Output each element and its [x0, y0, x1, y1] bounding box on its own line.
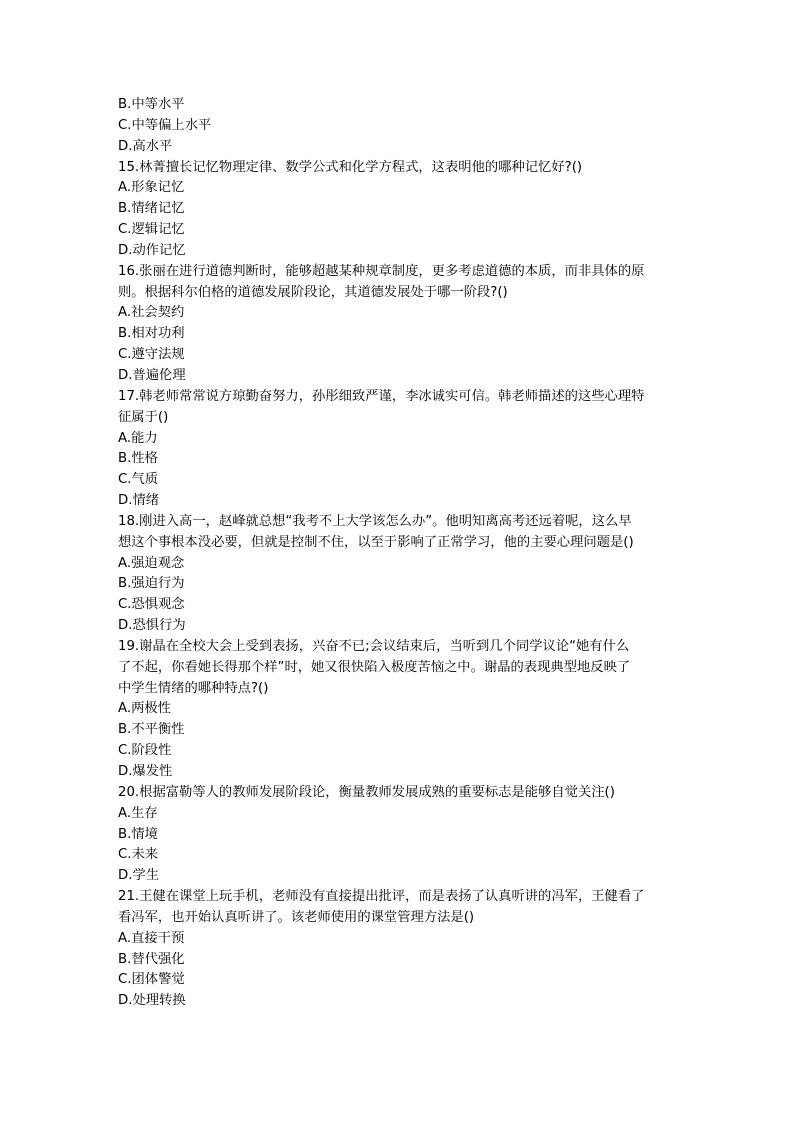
option-d: D.动作记忆 — [118, 242, 186, 258]
option-d: D.高水平 — [118, 138, 173, 154]
question-stem: 21.王健在课堂上玩手机，老师没有直接提出批评，而是表扬了认真听讲的冯军，王健看了 — [118, 889, 645, 905]
lead-options — [118, 95, 698, 158]
question-stem-cont: 中学生情绪的哪种特点?() — [118, 680, 269, 696]
option-a: A.能力 — [118, 430, 158, 446]
question-19 — [118, 637, 698, 783]
question-stem: 15.林菁擅长记忆物理定律、数学公式和化学方程式，这表明他的哪种记忆好?() — [118, 159, 583, 175]
question-stem: 20.根据富勒等人的教师发展阶段论，衡量教师发展成熟的重要标志是能够自觉关注() — [118, 784, 615, 800]
option-a: A.形象记忆 — [118, 180, 185, 196]
question-15 — [118, 158, 698, 262]
option-b: B.情境 — [118, 826, 158, 842]
option-a: A.两极性 — [118, 701, 171, 717]
option-b: B.替代强化 — [118, 951, 185, 967]
option-a: A.社会契约 — [118, 305, 185, 321]
option-b: B.不平衡性 — [118, 722, 185, 738]
option-d: D.恐惧行为 — [118, 618, 186, 634]
option-b: B.情绪记忆 — [118, 201, 185, 217]
question-16 — [118, 262, 698, 387]
option-c: C.气质 — [118, 472, 159, 488]
question-stem: 17.韩老师常常说方琼勤奋努力，孙彤细致严谨，李冰诚实可信。韩老师描述的这些心理特 — [118, 388, 645, 404]
question-18 — [118, 512, 698, 637]
document-page — [118, 95, 698, 1012]
option-d: D.普遍伦理 — [118, 367, 186, 383]
question-20 — [118, 783, 698, 887]
question-stem: 19.谢晶在全校大会上受到表扬，兴奋不已;会议结束后，当听到几个同学议论“她有什么 — [118, 638, 630, 654]
option-a: A.强迫观念 — [118, 555, 185, 571]
option-c: C.阶段性 — [118, 743, 172, 759]
option-a: A.生存 — [118, 805, 158, 821]
question-stem-cont: 则。根据科尔伯格的道德发展阶段论，其道德发展处于哪一阶段?() — [118, 284, 508, 300]
option-b: B.强迫行为 — [118, 576, 185, 592]
question-17 — [118, 387, 698, 512]
option-c: C.遵守法规 — [118, 347, 185, 363]
question-stem-cont: 看冯军，也开始认真听讲了。该老师使用的课堂管理方法是() — [118, 909, 475, 925]
option-a: A.直接干预 — [118, 930, 185, 946]
option-c: C.团体警觉 — [118, 972, 185, 988]
option-c: C.逻辑记忆 — [118, 222, 185, 238]
option-b: B.性格 — [118, 451, 158, 467]
option-c: C.中等偏上水平 — [118, 117, 212, 133]
question-stem-cont: 征属于() — [118, 409, 169, 425]
option-d: D.学生 — [118, 868, 160, 884]
question-stem: 16.张丽在进行道德判断时，能够超越某种规章制度，更多考虑道德的本质，而非具体的原 — [118, 263, 645, 279]
option-d: D.处理转换 — [118, 993, 186, 1009]
question-21 — [118, 887, 698, 1012]
option-c: C.未来 — [118, 847, 159, 863]
question-stem-cont: 想这个事根本没必要，但就是控制不住，以至于影响了正常学习，他的主要心理问题是() — [118, 534, 634, 550]
option-c: C.恐惧观念 — [118, 597, 185, 613]
option-d: D.情绪 — [118, 493, 160, 509]
question-stem: 18.刚进入高一，赵峰就总想“我考不上大学该怎么办”。他明知离高考还远着呢，这么早 — [118, 513, 632, 529]
option-b: B.中等水平 — [118, 97, 185, 112]
option-d: D.爆发性 — [118, 764, 173, 779]
question-stem-cont: 了不起，你看她长得那个样”时，她又很快陷入极度苦恼之中。谢晶的表现典型地反映了 — [118, 659, 631, 675]
option-b: B.相对功利 — [118, 326, 185, 342]
